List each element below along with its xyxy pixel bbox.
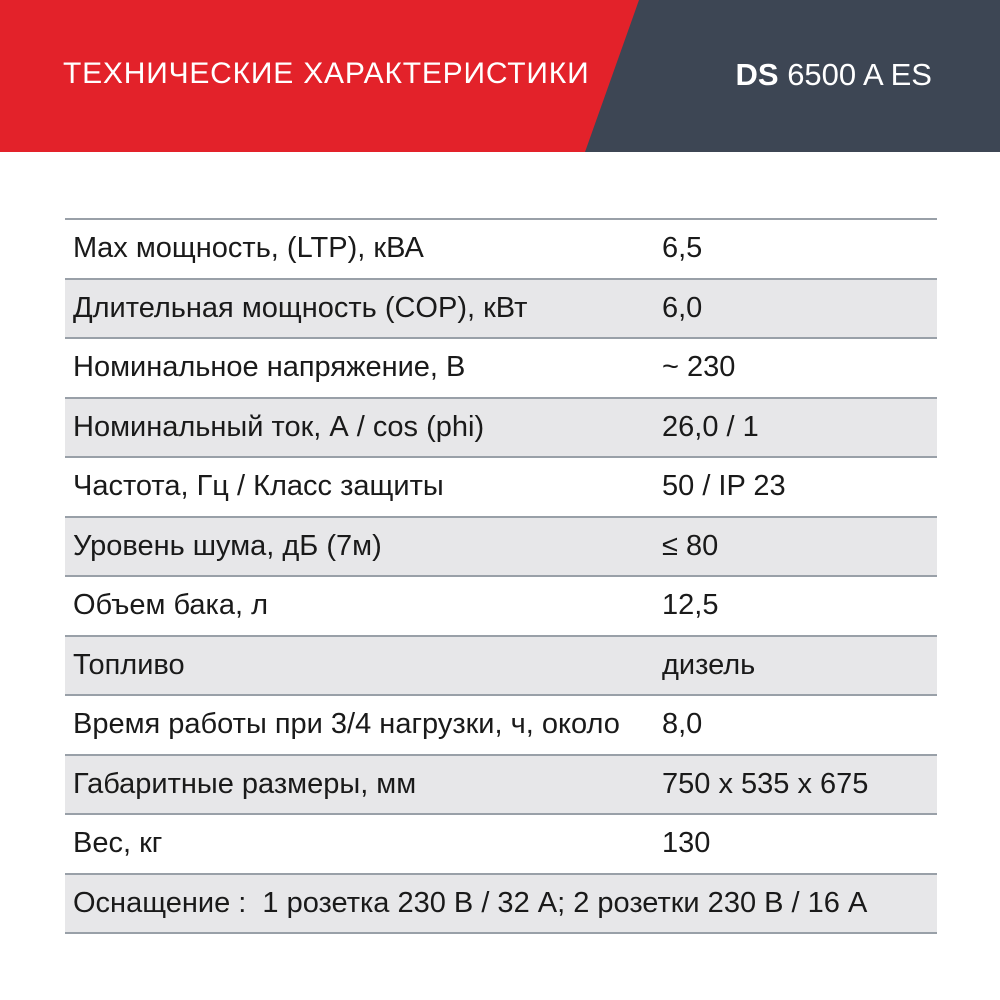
table-row	[65, 397, 937, 457]
row-label: Номинальный ток, А / cos (phi)	[73, 410, 485, 443]
table-row	[65, 278, 937, 338]
page-title: ТЕХНИЧЕСКИЕ ХАРАКТЕРИСТИКИ	[63, 57, 590, 90]
table-row	[65, 754, 937, 814]
row-value: 50 / IP 23	[662, 470, 786, 503]
footer-row-text: Оснащение : 1 розетка 230 В / 32 А; 2 розетки 230 В / 16 А	[73, 886, 868, 919]
table-row	[65, 635, 937, 695]
table-row	[65, 456, 937, 516]
row-label: Топливо	[73, 648, 185, 681]
row-value: ≤ 80	[662, 529, 719, 562]
row-value: 6,5	[662, 232, 703, 265]
table-row	[65, 575, 937, 635]
row-label: Уровень шума, дБ (7м)	[73, 529, 382, 562]
table-row	[65, 218, 937, 278]
row-value: 750 x 535 x 675	[662, 767, 869, 800]
row-label: Габаритные размеры, мм	[73, 767, 417, 800]
table-row	[65, 694, 937, 754]
row-label: Длительная мощность (COP), кВт	[73, 291, 528, 324]
row-value: 130	[662, 827, 711, 860]
row-value: дизель	[662, 648, 756, 681]
row-value: 8,0	[662, 708, 703, 741]
spec-table	[65, 218, 937, 934]
row-value: 12,5	[662, 589, 719, 622]
row-label: Частота, Гц / Класс защиты	[73, 470, 444, 503]
header-banner	[0, 0, 1000, 152]
row-label: Вес, кг	[73, 827, 163, 860]
row-value: ~ 230	[662, 351, 736, 384]
row-label: Номинальное напряжение, В	[73, 351, 466, 384]
row-label: Объем бака, л	[73, 589, 269, 622]
model-name	[736, 0, 933, 150]
row-value: 26,0 / 1	[662, 410, 759, 443]
table-footer-row	[65, 873, 937, 935]
table-row	[65, 813, 937, 873]
row-label: Время работы при 3/4 нагрузки, ч, около	[73, 708, 620, 741]
row-label: Max мощность, (LTP), кВА	[73, 232, 424, 265]
row-value: 6,0	[662, 291, 703, 324]
table-row	[65, 516, 937, 576]
table-row	[65, 337, 937, 397]
model-number: 6500 A ES	[778, 57, 932, 92]
model-series: DS	[735, 57, 779, 92]
